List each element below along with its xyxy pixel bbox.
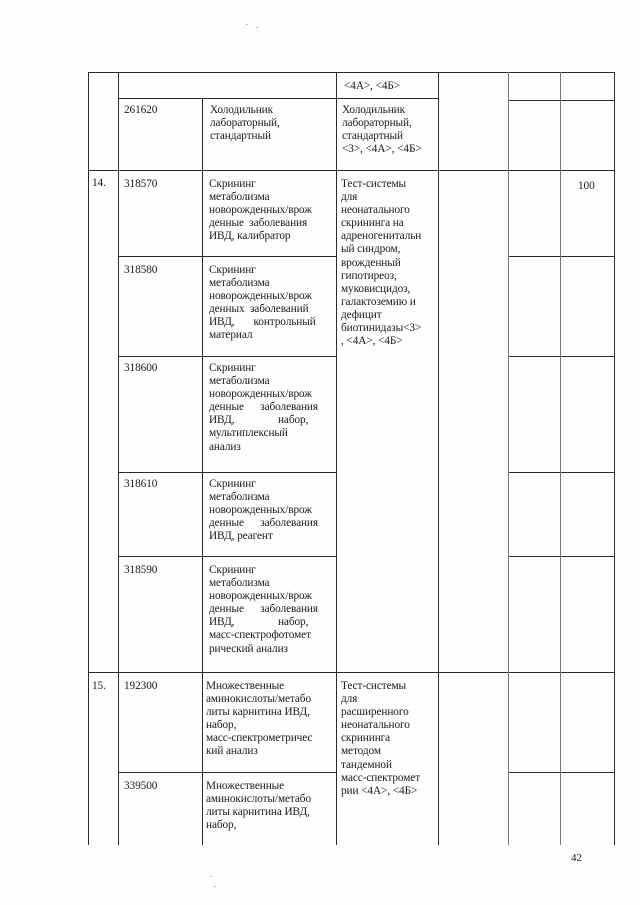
column-divider <box>508 72 509 845</box>
column-divider <box>336 72 337 845</box>
name-cell: Скрининг метаболизма новорожденных/врож денные заболевания ИВД, калибратор <box>209 178 313 243</box>
row-divider <box>118 772 336 773</box>
row-divider <box>508 100 614 101</box>
row-divider <box>118 556 336 557</box>
code-cell: 318570 <box>124 178 158 190</box>
code-cell: 318600 <box>124 362 158 374</box>
code-cell: 318580 <box>124 264 158 276</box>
row-divider <box>508 256 614 257</box>
name-cell: Множественные аминокислоты/метабо литы карнитина ИВД, набор, масс-спектрометричес кий анализ <box>206 680 313 758</box>
row-divider <box>508 472 614 473</box>
row-divider <box>508 556 614 557</box>
spec-cell: Тест-системы для неонатального скрининга на адреногенитальн ый синдром, врожденный гипотиреоз, муковисцидоз, галактоземию и дефицит биотинидазы<3> , <4А>, <4Б> <box>341 178 422 348</box>
table-top-border <box>88 72 614 73</box>
scan-speck <box>246 24 248 25</box>
row-divider <box>118 356 336 357</box>
column-divider <box>438 72 439 845</box>
name-cell: Скрининг метаболизма новорожденных/врож денные заболевания ИВД, набор, мультиплексный анализ <box>209 362 318 453</box>
row-number: 14. <box>92 177 106 189</box>
row-divider <box>118 472 336 473</box>
name-cell: Холодильник лабораторный, стандартный <box>210 104 280 143</box>
spec-cell: Холодильник лабораторный, стандартный <3>, <4А>, <4Б> <box>342 104 422 156</box>
table-right-border <box>614 72 615 845</box>
name-cell: Множественные аминокислоты/метабо литы карнитина ИВД, набор, <box>206 780 312 832</box>
row-divider <box>508 772 614 773</box>
spec-cell-continued: <4А>, <4Б> <box>344 80 401 92</box>
scan-speck <box>256 27 258 28</box>
name-cell: Скрининг метаболизма новорожденных/врож денные заболевания ИВД, реагент <box>209 478 318 543</box>
column-divider <box>118 72 119 845</box>
row-divider <box>118 98 438 99</box>
code-cell: 339500 <box>124 780 158 792</box>
row-divider <box>508 356 614 357</box>
column-divider <box>202 98 203 845</box>
name-cell: Скрининг метаболизма новорожденных/врож денные заболевания ИВД, набор, масс-спектрофотомет рический анализ <box>209 564 318 655</box>
quantity-cell: 100 <box>578 180 595 192</box>
code-cell: 318610 <box>124 478 158 490</box>
row-divider <box>88 170 614 171</box>
scan-speck <box>214 886 216 887</box>
code-cell: 318590 <box>124 564 158 576</box>
scan-speck <box>210 876 212 877</box>
row-divider <box>118 256 336 257</box>
code-cell: 192300 <box>124 680 158 692</box>
row-divider <box>88 672 614 673</box>
row-number: 15. <box>92 680 106 692</box>
code-cell: 261620 <box>124 104 158 116</box>
column-divider <box>560 72 561 845</box>
name-cell: Скрининг метаболизма новорожденных/врож денных заболеваний ИВД, контрольный материал <box>209 264 316 342</box>
table-left-border <box>88 72 89 845</box>
spec-cell: Тест-системы для расширенного неонатального скрининга методом тандемной масс-спектромет рии <4А>, <4Б> <box>341 680 421 797</box>
page-number: 42 <box>571 852 582 864</box>
